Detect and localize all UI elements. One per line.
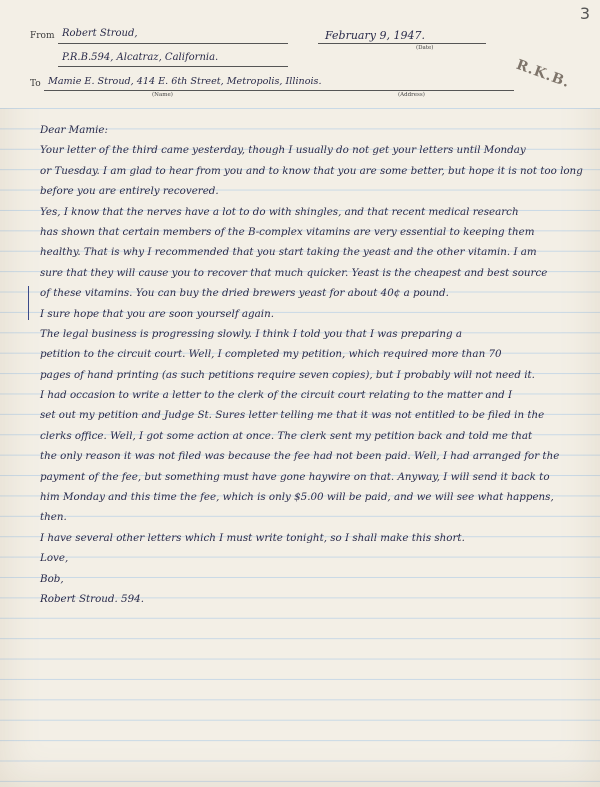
address-rule: [58, 66, 288, 67]
from-name: Robert Stroud,: [62, 28, 138, 39]
name-caption: (Name): [152, 92, 173, 98]
letter-line: or Tuesday. I am glad to hear from you and to know that you are some better, but hope it is not too long: [40, 164, 583, 177]
letter-line: clerks office. Well, I got some action at once. The clerk sent my petition back and told me that: [40, 429, 533, 442]
letter-line: I had occasion to write a letter to the clerk of the circuit court relating to the matter and I: [40, 389, 513, 402]
letter-line: Dear Mamie:: [40, 124, 108, 136]
letter-line: before you are entirely recovered.: [40, 185, 219, 198]
letter-line: Bob,: [40, 572, 64, 585]
date-caption: (Date): [416, 45, 434, 51]
letter-line: I have several other letters which I must write tonight, so I shall make this short.: [40, 531, 465, 544]
letter-date: February 9, 1947.: [325, 29, 425, 42]
date-rule: [318, 43, 486, 44]
signature: Robert Stroud. 594.: [40, 592, 144, 605]
letter-line: The legal business is progressing slowly. I think I told you that I was preparing a: [40, 327, 462, 340]
letter-line: has shown that certain members of the B-complex vitamins are very essential to keeping them: [40, 225, 535, 238]
letter-line: Your letter of the third came yesterday, though I usually do not get your letters until Monday: [40, 144, 526, 157]
recipient: Mamie E. Stroud, 414 E. 6th Street, Metropolis, Illinois.: [48, 76, 322, 87]
from-label: From: [30, 31, 55, 41]
letter-line: I sure hope that you are soon yourself again.: [40, 307, 274, 320]
to-label: To: [30, 79, 41, 89]
letter-line: healthy. That is why I recommended that you start taking the yeast and the other vitamin. I am: [40, 246, 537, 259]
letter-body: [40, 120, 585, 609]
from-rule: [58, 43, 288, 44]
letter-line: pages of hand printing (as such petitions require seven copies), but I probably will not need it.: [40, 368, 535, 381]
margin-mark: [28, 286, 29, 320]
letter-line: Yes, I know that the nerves have a lot to do with shingles, and that recent medical research: [40, 205, 519, 218]
letter-line: payment of the fee, but something must have gone haywire on that. Anyway, I will send it back to: [40, 470, 550, 483]
address-caption: (Address): [398, 92, 425, 98]
letter-line: of these vitamins. You can buy the dried brewers yeast for about 40¢ a pound.: [40, 287, 449, 300]
letter-line: then.: [40, 511, 67, 524]
letter-line: the only reason it was not filed was because the fee had not been paid. Well, I had arranged for the: [40, 450, 560, 463]
letter-line: set out my petition and Judge St. Sures letter telling me that it was not entitled to be filed in the: [40, 409, 545, 422]
letter-line: petition to the circuit court. Well, I completed my petition, which required more than 70: [40, 348, 502, 361]
sender-address: P.R.B.594, Alcatraz, California.: [62, 52, 219, 63]
page-number: 3: [579, 4, 590, 23]
letter-line: sure that they will cause you to recover that much quicker. Yeast is the cheapest and best source: [40, 266, 548, 279]
to-rule: [44, 90, 514, 91]
letter-line: Love,: [40, 552, 69, 565]
censor-stamp: R.K.B.: [513, 56, 573, 92]
letter-line: him Monday and this time the fee, which is only $5.00 will be paid, and we will see what happens,: [40, 491, 554, 504]
